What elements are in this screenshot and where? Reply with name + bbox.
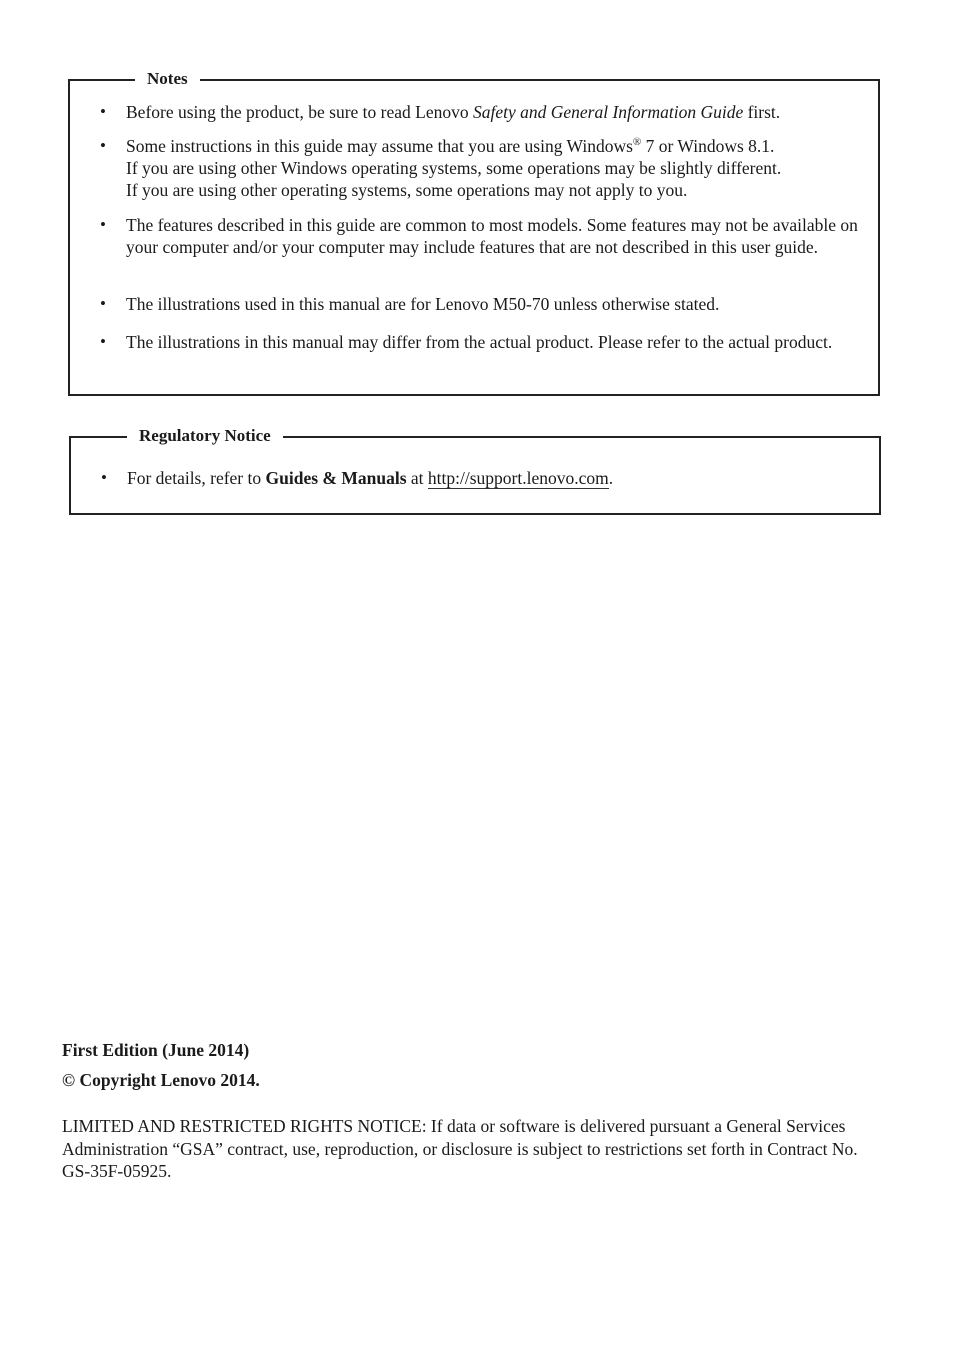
notes-box — [68, 69, 880, 396]
notes-item-text: Before using the product, be sure to read Lenovo Safety and General Information Guide first. — [126, 102, 781, 122]
notes-title: Notes — [135, 68, 200, 90]
notes-item-text: The illustrations in this manual may differ from the actual product. Please refer to the actual product. — [126, 332, 833, 352]
notes-item-text: The features described in this guide are common to most models. Some features may not be available on your computer and/or your computer may include features that are not described in this user guide. — [126, 215, 858, 257]
copyright-line: © Copyright Lenovo 2014. — [62, 1070, 260, 1090]
edition-line: First Edition (June 2014) — [62, 1040, 250, 1060]
notes-item-text: The illustrations used in this manual are for Lenovo M50-70 unless otherwise stated. — [126, 294, 720, 314]
regulatory-item-text: For details, refer to Guides & Manuals at http://support.lenovo.com. — [127, 468, 614, 488]
registered-mark: ® — [632, 136, 642, 149]
guide-title: Safety and General Information Guide — [472, 102, 744, 122]
bullet-icon: • — [100, 332, 106, 351]
bullet-icon: • — [100, 215, 106, 234]
rights-notice: LIMITED AND RESTRICTED RIGHTS NOTICE: If data or software is delivered pursuant a General Services Administration “GSA” contract, use, reproduction, or disclosure is subject to restrictions set forth in Contract No. GS-35F-05925. — [62, 1116, 858, 1181]
regulatory-notice-box — [69, 426, 881, 515]
bullet-icon: • — [100, 294, 106, 313]
notes-item-text: Some instructions in this guide may assume that you are using Windows® 7 or Windows 8.1. If you are using other Windows operating systems, some operations may be slightly different. If you are using other operating systems, some operations may not apply to you. — [126, 136, 782, 200]
regulatory-notice-title: Regulatory Notice — [127, 425, 283, 447]
bullet-icon: • — [100, 102, 106, 121]
guides-manuals-label: Guides & Manuals — [265, 468, 407, 488]
bullet-icon: • — [100, 136, 106, 155]
support-link[interactable]: http://support.lenovo.com — [427, 468, 609, 488]
bullet-icon: • — [101, 468, 107, 487]
